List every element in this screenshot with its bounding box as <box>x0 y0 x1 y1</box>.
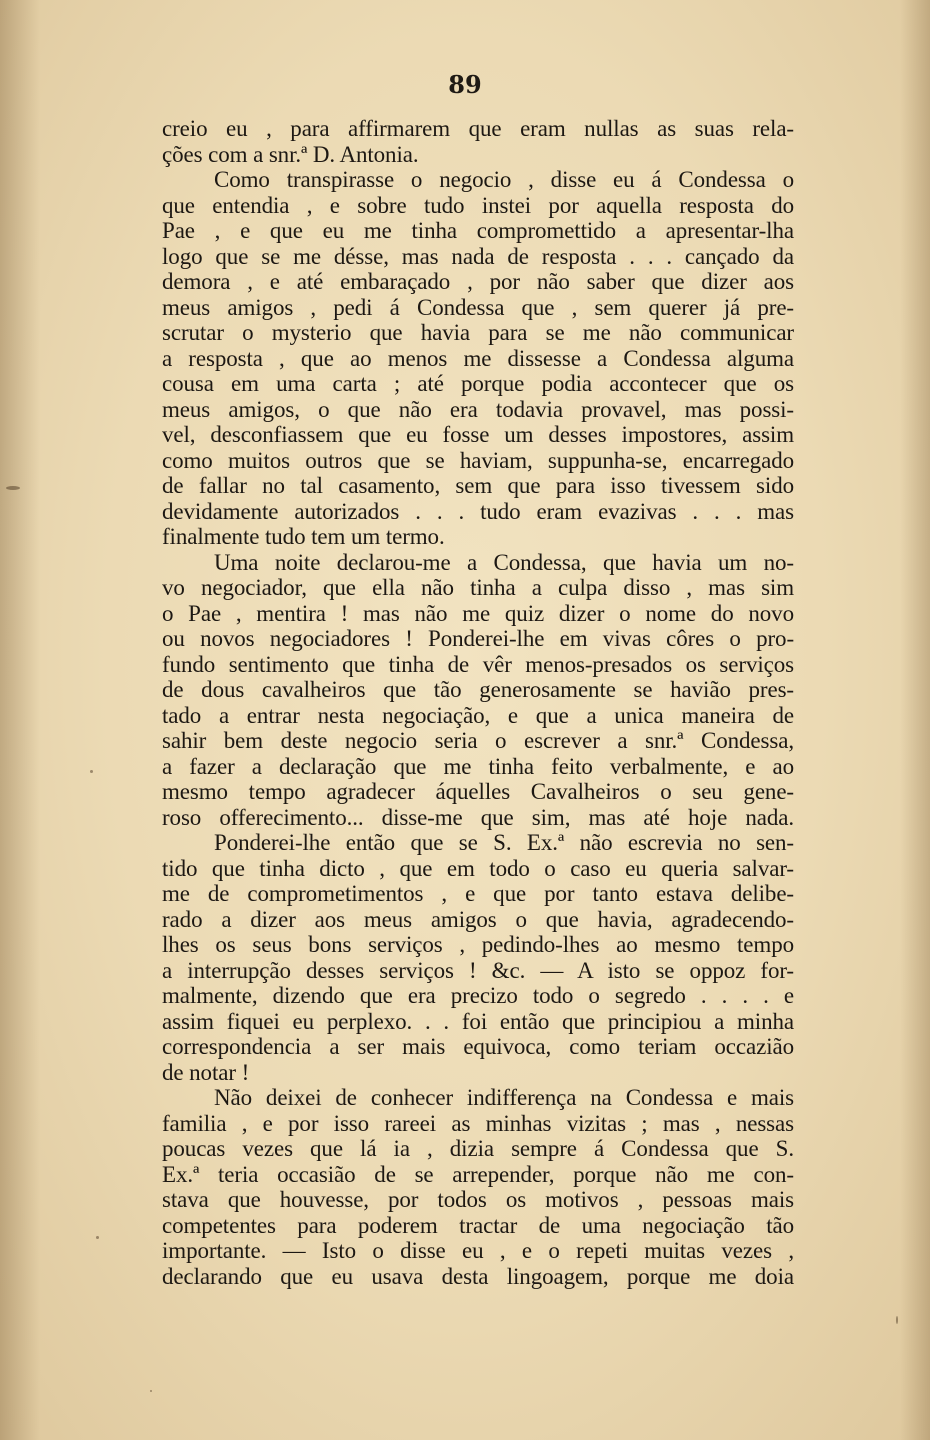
text-line: rado a dizer aos meus amigos o que havia, agradecendo- <box>162 906 794 932</box>
paper-mark <box>150 1390 152 1392</box>
text-line: mesmo tempo agradecer áquelles Cavalheiros o seu gene- <box>162 779 794 804</box>
body-text <box>162 116 794 1289</box>
paper-mark <box>96 1236 99 1239</box>
text-line: tado a entrar nesta negociação, e que a unica maneira de <box>162 702 794 728</box>
paper-mark <box>6 486 20 490</box>
text-line: Como transpirasse o negocio , disse eu á Condessa o <box>214 167 794 192</box>
text-line: importante. — Isto o disse eu , e o repeti muitas vezes , <box>162 1238 794 1263</box>
text-line: scrutar o mysterio que havia para se me não communicar <box>162 320 794 345</box>
text-line: stava que houvesse, por todos os motivos , pessoas mais <box>162 1187 794 1212</box>
text-line: de notar ! <box>162 1059 250 1085</box>
text-line: meus amigos, o que não era todavia provavel, mas possi- <box>162 396 794 422</box>
page-number: 89 <box>448 70 482 99</box>
text-line: devidamente autorizados . . . tudo eram evazivas . . . mas <box>162 498 794 524</box>
paper-mark <box>896 1316 898 1324</box>
page-shadow-left <box>0 0 40 1440</box>
text-line: vo negociador, que ella não tinha a culpa disso , mas sim <box>162 575 794 600</box>
text-line: meus amigos , pedi á Condessa que , sem querer já pre- <box>162 294 794 320</box>
text-line: lhes os seus bons serviços , pedindo-lhes ao mesmo tempo <box>162 932 794 957</box>
text-line: a interrupção desses serviços ! &c. — A isto se oppoz for- <box>162 957 794 983</box>
text-line: familia , e por isso rareei as minhas vizitas ; mas , nessas <box>162 1110 794 1136</box>
text-line: assim fiquei eu perplexo. . . foi então que principiou a minha <box>162 1008 794 1034</box>
text-line: logo que se me désse, mas nada de resposta . . . cançado da <box>162 243 794 269</box>
text-line: roso offerecimento... disse-me que sim, mas até hoje nada. <box>162 804 794 830</box>
text-line: que entendia , e sobre tudo instei por aquella resposta do <box>162 192 794 218</box>
text-line: ou novos negociadores ! Ponderei-lhe em vivas côres o pro- <box>162 626 794 651</box>
text-line: demora , e até embaraçado , por não saber que dizer aos <box>162 269 794 294</box>
text-line: como muitos outros que se haviam, suppunha-se, encarregado <box>162 447 794 473</box>
text-line: vel, desconfiassem que eu fosse um desses impostores, assim <box>162 422 794 447</box>
text-line: me de comprometimentos , e que por tanto estava delibe- <box>162 881 794 906</box>
text-line: creio eu , para affirmarem que eram nullas as suas rela- <box>162 116 794 141</box>
text-line: malmente, dizendo que era precizo todo o segredo . . . . e <box>162 983 794 1008</box>
text-line: a resposta , que ao menos me dissesse a Condessa alguma <box>162 345 794 371</box>
text-line: cousa em uma carta ; até porque podia accontecer que os <box>162 371 794 396</box>
text-line: Pae , e que eu me tinha compromettido a apresentar-lha <box>162 218 794 243</box>
text-line: o Pae , mentira ! mas não me quiz dizer o nome do novo <box>162 600 794 626</box>
text-line: de dous cavalheiros que tão generosamente se havião pres- <box>162 677 794 702</box>
text-line: poucas vezes que lá ia , dizia sempre á Condessa que S. <box>162 1136 794 1161</box>
text-line: sahir bem deste negocio seria o escrever a snr.ª Condessa, <box>162 728 794 753</box>
page-shadow-right <box>900 0 930 1440</box>
text-line: ções com a snr.ª D. Antonia. <box>162 141 419 167</box>
text-line: Ex.ª teria occasião de se arrepender, porque não me con- <box>162 1161 794 1187</box>
text-line: Ponderei-lhe então que se S. Ex.ª não escrevia no sen- <box>214 830 794 855</box>
text-line: competentes para poderem tractar de uma negociação tão <box>162 1212 794 1238</box>
text-line: Não deixei de conhecer indifferença na Condessa e mais <box>214 1085 794 1110</box>
paper-mark <box>90 770 93 773</box>
text-line: Uma noite declarou-me a Condessa, que havia um no- <box>214 549 794 575</box>
text-line: a fazer a declaração que me tinha feito verbalmente, e ao <box>162 753 794 779</box>
text-line: fundo sentimento que tinha de vêr menos-presados os serviços <box>162 651 794 677</box>
text-line: declarando que eu usava desta lingoagem, porque me doia <box>162 1263 794 1289</box>
text-line: finalmente tudo tem um termo. <box>162 524 445 549</box>
text-line: tido que tinha dicto , que em todo o caso eu queria salvar- <box>162 855 794 881</box>
text-line: de fallar no tal casamento, sem que para isso tivessem sido <box>162 473 794 498</box>
text-line: correspondencia a ser mais equivoca, como teriam occazião <box>162 1034 794 1059</box>
